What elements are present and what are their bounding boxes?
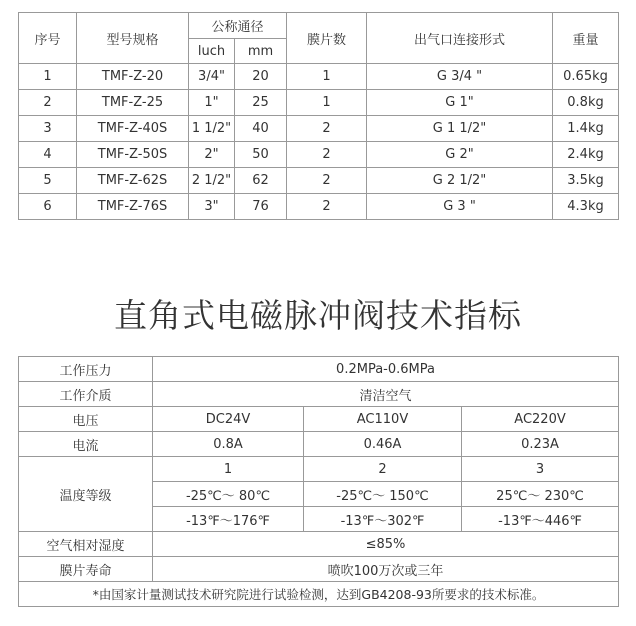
spec-value: -13℉～302℉ — [304, 507, 462, 532]
spec-value: 0.23A — [462, 432, 619, 457]
cell-index: 4 — [19, 142, 77, 168]
cell-model: TMF-Z-76S — [77, 194, 189, 220]
spec-label: 工作压力 — [19, 357, 153, 382]
cell-index: 6 — [19, 194, 77, 220]
header-weight: 重量 — [553, 13, 619, 64]
cell-model: TMF-Z-20 — [77, 64, 189, 90]
spec-label: 空气相对湿度 — [19, 532, 153, 557]
cell-inch: 3" — [189, 194, 235, 220]
spec-value: 2 — [304, 457, 462, 482]
table-row — [19, 168, 619, 194]
cell-model: TMF-Z-62S — [77, 168, 189, 194]
cell-mm: 76 — [235, 194, 287, 220]
spec-value: -25℃～ 150℃ — [304, 482, 462, 507]
spec-value: 喷吹100万次或三年 — [153, 557, 619, 582]
spec-value: 0.46A — [304, 432, 462, 457]
spec-label: 温度等级 — [19, 457, 153, 532]
header-row — [19, 13, 619, 39]
spec-table — [18, 356, 619, 607]
cell-weight: 1.4kg — [553, 116, 619, 142]
cell-weight: 2.4kg — [553, 142, 619, 168]
cell-inch: 1" — [189, 90, 235, 116]
cell-diaphragm-count: 1 — [287, 64, 367, 90]
cell-outlet: G 1" — [367, 90, 553, 116]
cell-index: 5 — [19, 168, 77, 194]
section-title: 直角式电磁脉冲阀技术指标 — [114, 296, 522, 335]
spec-row-humidity — [19, 532, 619, 557]
spec-value: AC220V — [462, 407, 619, 432]
cell-index: 1 — [19, 64, 77, 90]
table-row — [19, 64, 619, 90]
cell-outlet: G 3 " — [367, 194, 553, 220]
header-mm: mm — [235, 39, 287, 64]
table-row — [19, 142, 619, 168]
table-row — [19, 194, 619, 220]
cell-diaphragm-count: 2 — [287, 194, 367, 220]
cell-outlet: G 1 1/2" — [367, 116, 553, 142]
cell-weight: 0.8kg — [553, 90, 619, 116]
header-diaphragm-count: 膜片数 — [287, 13, 367, 64]
cell-inch: 2" — [189, 142, 235, 168]
cell-outlet: G 3/4 " — [367, 64, 553, 90]
spec-note: *由国家计量测试技术研究院进行试验检测，达到GB4208-93所要求的技术标准。 — [19, 582, 619, 607]
cell-index: 2 — [19, 90, 77, 116]
cell-model: TMF-Z-25 — [77, 90, 189, 116]
cell-mm: 50 — [235, 142, 287, 168]
cell-outlet: G 2" — [367, 142, 553, 168]
cell-diaphragm-count: 2 — [287, 142, 367, 168]
spec-value: 1 — [153, 457, 304, 482]
spec-row-current — [19, 432, 619, 457]
cell-inch: 2 1/2" — [189, 168, 235, 194]
spec-value: 清洁空气 — [153, 382, 619, 407]
cell-model: TMF-Z-50S — [77, 142, 189, 168]
spec-value: -25℃～ 80℃ — [153, 482, 304, 507]
header-model: 型号规格 — [77, 13, 189, 64]
header-index: 序号 — [19, 13, 77, 64]
header-inch: luch — [189, 39, 235, 64]
cell-diaphragm-count: 2 — [287, 168, 367, 194]
cell-mm: 62 — [235, 168, 287, 194]
spec-row-voltage — [19, 407, 619, 432]
spec-value: 3 — [462, 457, 619, 482]
cell-index: 3 — [19, 116, 77, 142]
models-table — [18, 12, 619, 220]
spec-row-working-medium — [19, 382, 619, 407]
spec-row-note — [19, 582, 619, 607]
spec-value: -13℉～446℉ — [462, 507, 619, 532]
cell-weight: 4.3kg — [553, 194, 619, 220]
cell-model: TMF-Z-40S — [77, 116, 189, 142]
cell-weight: 0.65kg — [553, 64, 619, 90]
cell-diaphragm-count: 2 — [287, 116, 367, 142]
spec-value: -13℉～176℉ — [153, 507, 304, 532]
cell-mm: 20 — [235, 64, 287, 90]
spec-value: 0.8A — [153, 432, 304, 457]
spec-value: ≤85% — [153, 532, 619, 557]
spec-value: 0.2MPa-0.6MPa — [153, 357, 619, 382]
cell-diaphragm-count: 1 — [287, 90, 367, 116]
spec-row-diaphragm-life — [19, 557, 619, 582]
cell-inch: 1 1/2" — [189, 116, 235, 142]
spec-row-working-pressure — [19, 357, 619, 382]
spec-row-temperature-grade — [19, 457, 619, 482]
cell-weight: 3.5kg — [553, 168, 619, 194]
spec-value: 25℃～ 230℃ — [462, 482, 619, 507]
cell-mm: 25 — [235, 90, 287, 116]
cell-inch: 3/4" — [189, 64, 235, 90]
table-row — [19, 116, 619, 142]
header-outlet: 出气口连接形式 — [367, 13, 553, 64]
spec-label: 电压 — [19, 407, 153, 432]
header-nominal-diameter: 公称通径 — [189, 13, 287, 39]
table-row — [19, 90, 619, 116]
cell-mm: 40 — [235, 116, 287, 142]
cell-outlet: G 2 1/2" — [367, 168, 553, 194]
spec-label: 膜片寿命 — [19, 557, 153, 582]
spec-value: AC110V — [304, 407, 462, 432]
spec-label: 工作介质 — [19, 382, 153, 407]
spec-label: 电流 — [19, 432, 153, 457]
spec-value: DC24V — [153, 407, 304, 432]
